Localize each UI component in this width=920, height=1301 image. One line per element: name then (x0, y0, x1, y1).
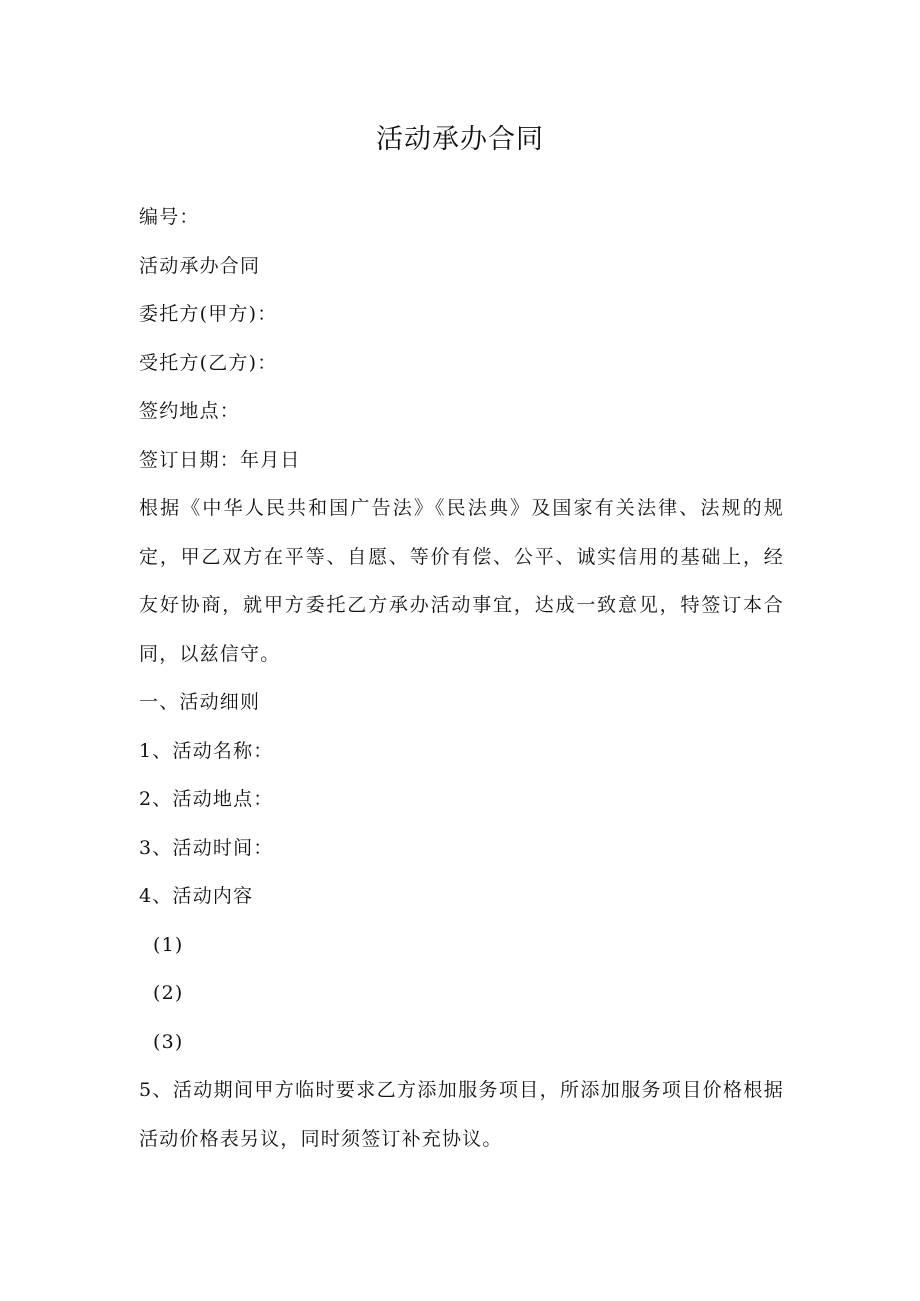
contract-number-line: 编号： (139, 206, 200, 228)
activity-content-item: 4、活动内容 (139, 885, 254, 907)
activity-content-sub-3: (3) (153, 1030, 184, 1053)
sign-place-line: 签约地点： (139, 400, 241, 422)
party-a-line: 委托方(甲方)： (139, 303, 278, 325)
activity-content-sub-1: (1) (153, 933, 184, 956)
activity-name-item: 1、活动名称： (139, 739, 274, 762)
activity-location-item: 2、活动地点： (139, 788, 274, 810)
activity-content-sub-2: (2) (153, 982, 184, 1004)
activity-time-item: 3、活动时间： (139, 836, 274, 859)
document-title: 活动承办合同 (376, 124, 544, 155)
preamble-paragraph: 根据《中华人民共和国广告法》《民法典》及国家有关法律、法规的规定，甲乙双方在平等、自愿、等价有偿、公平、诚实信用的基础上，经友好协商，就甲方委托乙方承办活动事宜，达成一致意见，特签订本合同，以兹信守。 (139, 497, 784, 665)
section-heading-activity-rules: 一、活动细则 (139, 691, 261, 713)
document-body (139, 193, 784, 1163)
sign-date-line: 签订日期：年月日 (139, 448, 301, 471)
additional-services-item: 5、活动期间甲方临时要求乙方添加服务项目，所添加服务项目价格根据活动价格表另议，同时须签订补充协议。 (139, 1079, 784, 1150)
party-b-line: 受托方(乙方)： (139, 351, 278, 374)
contract-name-line: 活动承办合同 (139, 254, 261, 277)
